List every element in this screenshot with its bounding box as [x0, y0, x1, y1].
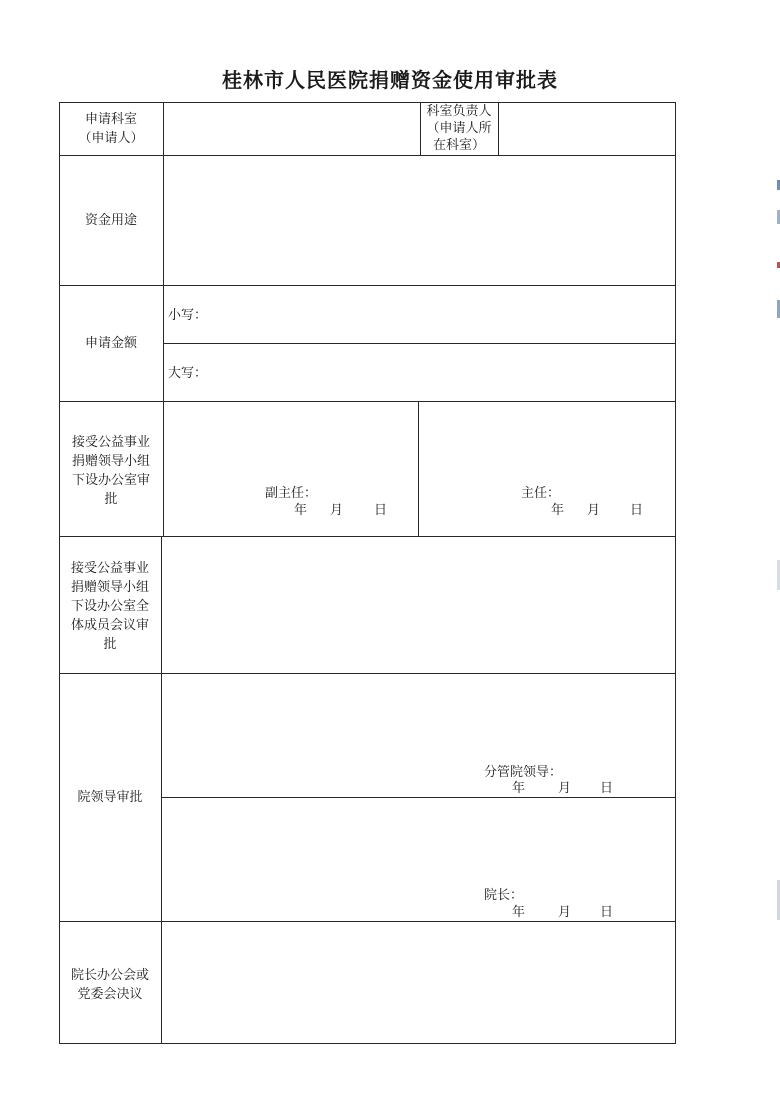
- president-approval-cell[interactable]: [162, 798, 675, 921]
- resolution-cell[interactable]: [162, 922, 675, 1043]
- date-day: 日: [374, 503, 388, 518]
- date-year: 年: [551, 503, 565, 518]
- form-title: 桂林市人民医院捐赠资金使用审批表: [222, 68, 558, 92]
- meeting-review-cell[interactable]: [162, 537, 675, 673]
- date-day: 日: [600, 905, 614, 920]
- table-border-right: [675, 102, 676, 1044]
- purpose-label: 资金用途: [84, 213, 137, 228]
- dept-label-line: （申请人）: [78, 131, 144, 146]
- date-month: 月: [558, 905, 572, 920]
- dept-label-line: 申请科室: [84, 112, 137, 127]
- date-month: 月: [558, 781, 572, 796]
- vp-label: 分管院领导：: [484, 765, 563, 780]
- director-cell[interactable]: [419, 402, 675, 536]
- meeting-review-label-line: 体成员会议审: [70, 618, 149, 633]
- date-day: 日: [600, 781, 614, 796]
- director-label: 主任：: [521, 486, 561, 501]
- dept-head-label-line: （申请人所: [426, 121, 492, 136]
- deputy-director-label: 副主任：: [265, 486, 318, 501]
- dept-head-label: [420, 103, 498, 154]
- meeting-review-label-line: 捐赠领导小组: [70, 580, 149, 595]
- resolution-label-line: 党委会决议: [77, 987, 143, 1002]
- meeting-review-label-line: 接受公益事业: [70, 561, 149, 576]
- leader-review-label: 院领导审批: [77, 790, 143, 805]
- dept-label: [59, 110, 163, 148]
- date-month: 月: [587, 503, 601, 518]
- dept-head-label-line: 科室负责人: [426, 104, 492, 119]
- resolution-label: [59, 966, 161, 1004]
- resolution-label-line: 院长办公会或: [70, 968, 149, 983]
- dept-head-label-line: 在科室）: [432, 138, 485, 153]
- office-review-label-line: 下设办公室审: [71, 473, 150, 488]
- dept-head-input-cell[interactable]: [499, 103, 675, 155]
- amount-upper-cell[interactable]: [164, 344, 675, 401]
- meeting-review-label-line: 批: [103, 637, 117, 652]
- amount-label: 申请金额: [84, 336, 137, 351]
- amount-lower-label: 小写：: [168, 308, 208, 323]
- date-day: 日: [630, 503, 644, 518]
- dept-input-cell[interactable]: [164, 103, 420, 155]
- deputy-director-cell[interactable]: [164, 402, 418, 536]
- office-review-label-line: 捐赠领导小组: [71, 454, 150, 469]
- vp-approval-cell[interactable]: [162, 674, 675, 797]
- date-month: 月: [330, 503, 344, 518]
- office-review-label: [59, 433, 163, 509]
- office-review-label-line: 接受公益事业: [71, 435, 150, 450]
- amount-lower-cell[interactable]: [164, 286, 675, 343]
- president-label: 院长：: [484, 888, 524, 903]
- purpose-input-cell[interactable]: [164, 156, 675, 285]
- meeting-review-label-line: 下设办公室全: [70, 599, 149, 614]
- amount-upper-label: 大写：: [168, 366, 208, 381]
- meeting-review-label: [59, 559, 161, 654]
- office-review-label-line: 批: [104, 492, 118, 507]
- table-border-bottom: [59, 1043, 676, 1044]
- date-year: 年: [294, 503, 308, 518]
- date-year: 年: [512, 781, 526, 796]
- date-year: 年: [512, 905, 526, 920]
